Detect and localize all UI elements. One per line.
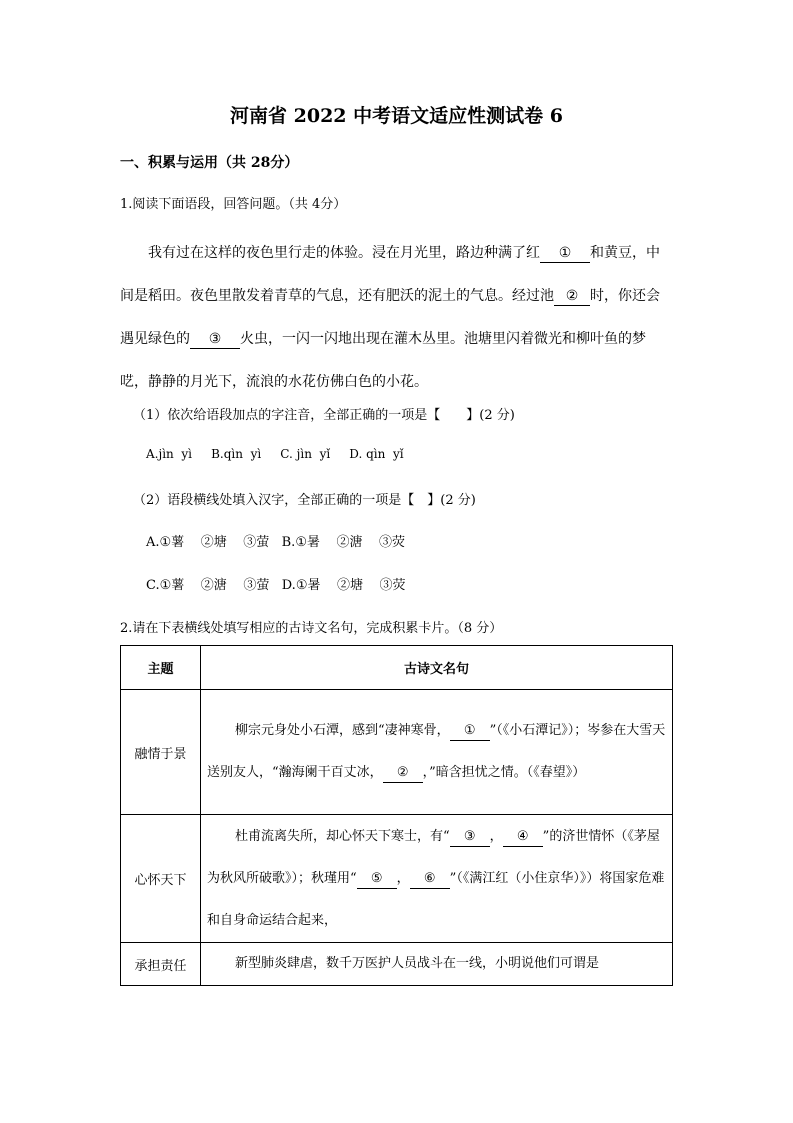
content-text: 柳宗元身处小石潭，感到“凄神寒骨，	[235, 723, 450, 738]
passage-text: 火虫，一闪一闪地出现在灌木丛里。池塘里闪着微光和柳叶鱼的梦呓，静静的月光下，流浪的水花仿佛白色的小花。	[120, 331, 646, 390]
row-content	[201, 943, 673, 986]
table-row	[121, 943, 673, 986]
sub-question-2-options-ab: A.①薯 ②塘 ③萤 B.①暑 ②溏 ③荧	[146, 535, 406, 550]
sub-question-1: （1）依次给语段加点的字注音，全部正确的一项是【 】(2 分)	[133, 408, 515, 423]
table-header-row	[121, 646, 673, 690]
sub-question-1-options: A.jìn yì B.qìn yì C. jìn yǐ D. qìn yǐ	[146, 447, 404, 461]
row-content	[201, 815, 673, 943]
header-theme: 主题	[121, 646, 201, 690]
content-text: ”（《满江红（小住京华）》）将国家危难和自身命运结合起来，	[207, 870, 665, 928]
blank-2: ②	[554, 287, 590, 306]
row-content	[201, 690, 673, 815]
blank-2: ②	[383, 764, 423, 783]
content-text: 杜甫流离失所，却心怀天下寒士，有“	[235, 828, 450, 844]
passage-text: 和黄豆，中间是稻田。夜色里散发着青草的气息，还有肥沃的泥土的气息。经过池	[120, 245, 660, 304]
table-row	[121, 690, 673, 815]
question-1-prompt: 1.阅读下面语段，回答问题。（共 4分）	[120, 197, 347, 212]
page-title: 河南省 2022 中考语文适应性测试卷 6	[230, 105, 563, 127]
accumulation-card-table	[120, 645, 673, 986]
blank-3: ③	[190, 330, 240, 349]
row-theme: 心怀天下	[121, 815, 201, 943]
sub-question-2-options-cd: C.①薯 ②溏 ③萤 D.①暑 ②塘 ③荧	[146, 578, 406, 593]
blank-4: ④	[503, 828, 543, 847]
content-text: ，	[489, 828, 503, 844]
question-2-prompt: 2.请在下表横线处填写相应的古诗文名句，完成积累卡片。（8 分）	[120, 621, 503, 636]
header-content: 古诗文名句	[201, 646, 673, 690]
sub-question-2: （2）语段横线处填入汉字，全部正确的一项是【 】(2 分)	[133, 493, 476, 508]
table-row	[121, 815, 673, 943]
blank-5: ⑤	[357, 870, 397, 889]
content-text: ”（《小石潭记》）；岑参在大雪天送别友人，“瀚海阑干百丈冰，	[207, 723, 666, 780]
blank-1: ①	[540, 244, 590, 263]
content-text: ，	[396, 870, 410, 886]
passage-text: 我有过在这样的夜色里行走的体验。浸在月光里，路边种满了红	[148, 245, 540, 261]
blank-3: ③	[450, 828, 490, 847]
row-theme: 承担责任	[121, 943, 201, 986]
blank-1: ①	[450, 722, 490, 741]
row-theme: 融情于景	[121, 690, 201, 815]
content-text: 新型肺炎肆虐，数千万医护人员战斗在一线，小明说他们可谓是	[235, 956, 600, 971]
content-text: ”的济世情怀（《茅屋为秋风所破歌》）；秋瑾用“	[207, 828, 660, 886]
content-text: ，”暗含担忧之情。（《春望》）	[422, 765, 586, 780]
reading-passage	[120, 232, 672, 404]
passage-text: 时，你还会遇见绿色的	[120, 288, 660, 347]
section-heading: 一、积累与运用（共 28分）	[120, 155, 299, 171]
blank-6: ⑥	[410, 870, 450, 889]
